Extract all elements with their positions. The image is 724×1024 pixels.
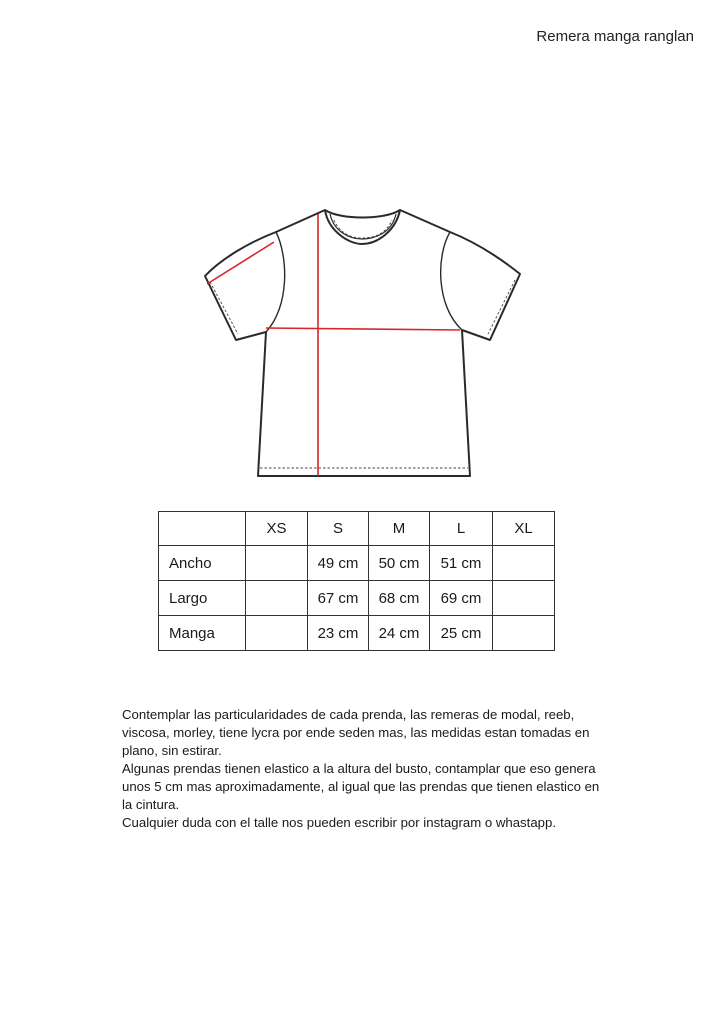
t-shirt-illustration xyxy=(200,206,526,484)
table-cell xyxy=(493,581,555,616)
table-cell: 50 cm xyxy=(369,546,430,581)
note-paragraph: Cualquier duda con el talle nos pueden escribir por instagram o whastapp. xyxy=(122,815,556,830)
table-cell: 67 cm xyxy=(308,581,369,616)
table-cell xyxy=(246,581,308,616)
shirt-outline xyxy=(205,210,520,476)
table-cell xyxy=(246,616,308,651)
table-cell: 68 cm xyxy=(369,581,430,616)
table-header-cell xyxy=(159,512,246,546)
table-header-row xyxy=(159,512,555,546)
size-table xyxy=(158,511,555,651)
table-cell xyxy=(493,616,555,651)
row-label: Manga xyxy=(159,616,246,651)
table-header-cell: S xyxy=(308,512,369,546)
table-cell: 25 cm xyxy=(430,616,493,651)
notes-block xyxy=(122,706,612,832)
table-row xyxy=(159,616,555,651)
table-cell: 23 cm xyxy=(308,616,369,651)
note-paragraph: Contemplar las particularidades de cada prenda, las remeras de modal, reeb, viscosa, morley, tiene lycra por ende seden mas, las medidas estan tomadas en plano, sin estirar. xyxy=(122,707,590,758)
table-row xyxy=(159,546,555,581)
measure-lines xyxy=(207,214,460,476)
table-header-cell: M xyxy=(369,512,430,546)
row-label: Ancho xyxy=(159,546,246,581)
table-cell: 49 cm xyxy=(308,546,369,581)
shirt-stitching xyxy=(210,220,515,468)
table-cell xyxy=(246,546,308,581)
note-paragraph: Algunas prendas tienen elastico a la altura del busto, contamplar que eso genera unos 5 cm mas aproximadamente, al igual que las prendas que tienen elastico en la cintura. xyxy=(122,761,600,812)
table-header-cell: XL xyxy=(493,512,555,546)
table-cell: 51 cm xyxy=(430,546,493,581)
table-header-cell: XS xyxy=(246,512,308,546)
table-cell: 24 cm xyxy=(369,616,430,651)
table-cell: 69 cm xyxy=(430,581,493,616)
chest-measure-line xyxy=(266,328,460,330)
table-cell xyxy=(493,546,555,581)
table-header-cell: L xyxy=(430,512,493,546)
page-title: Remera manga ranglan xyxy=(536,28,694,45)
table-row xyxy=(159,581,555,616)
row-label: Largo xyxy=(159,581,246,616)
